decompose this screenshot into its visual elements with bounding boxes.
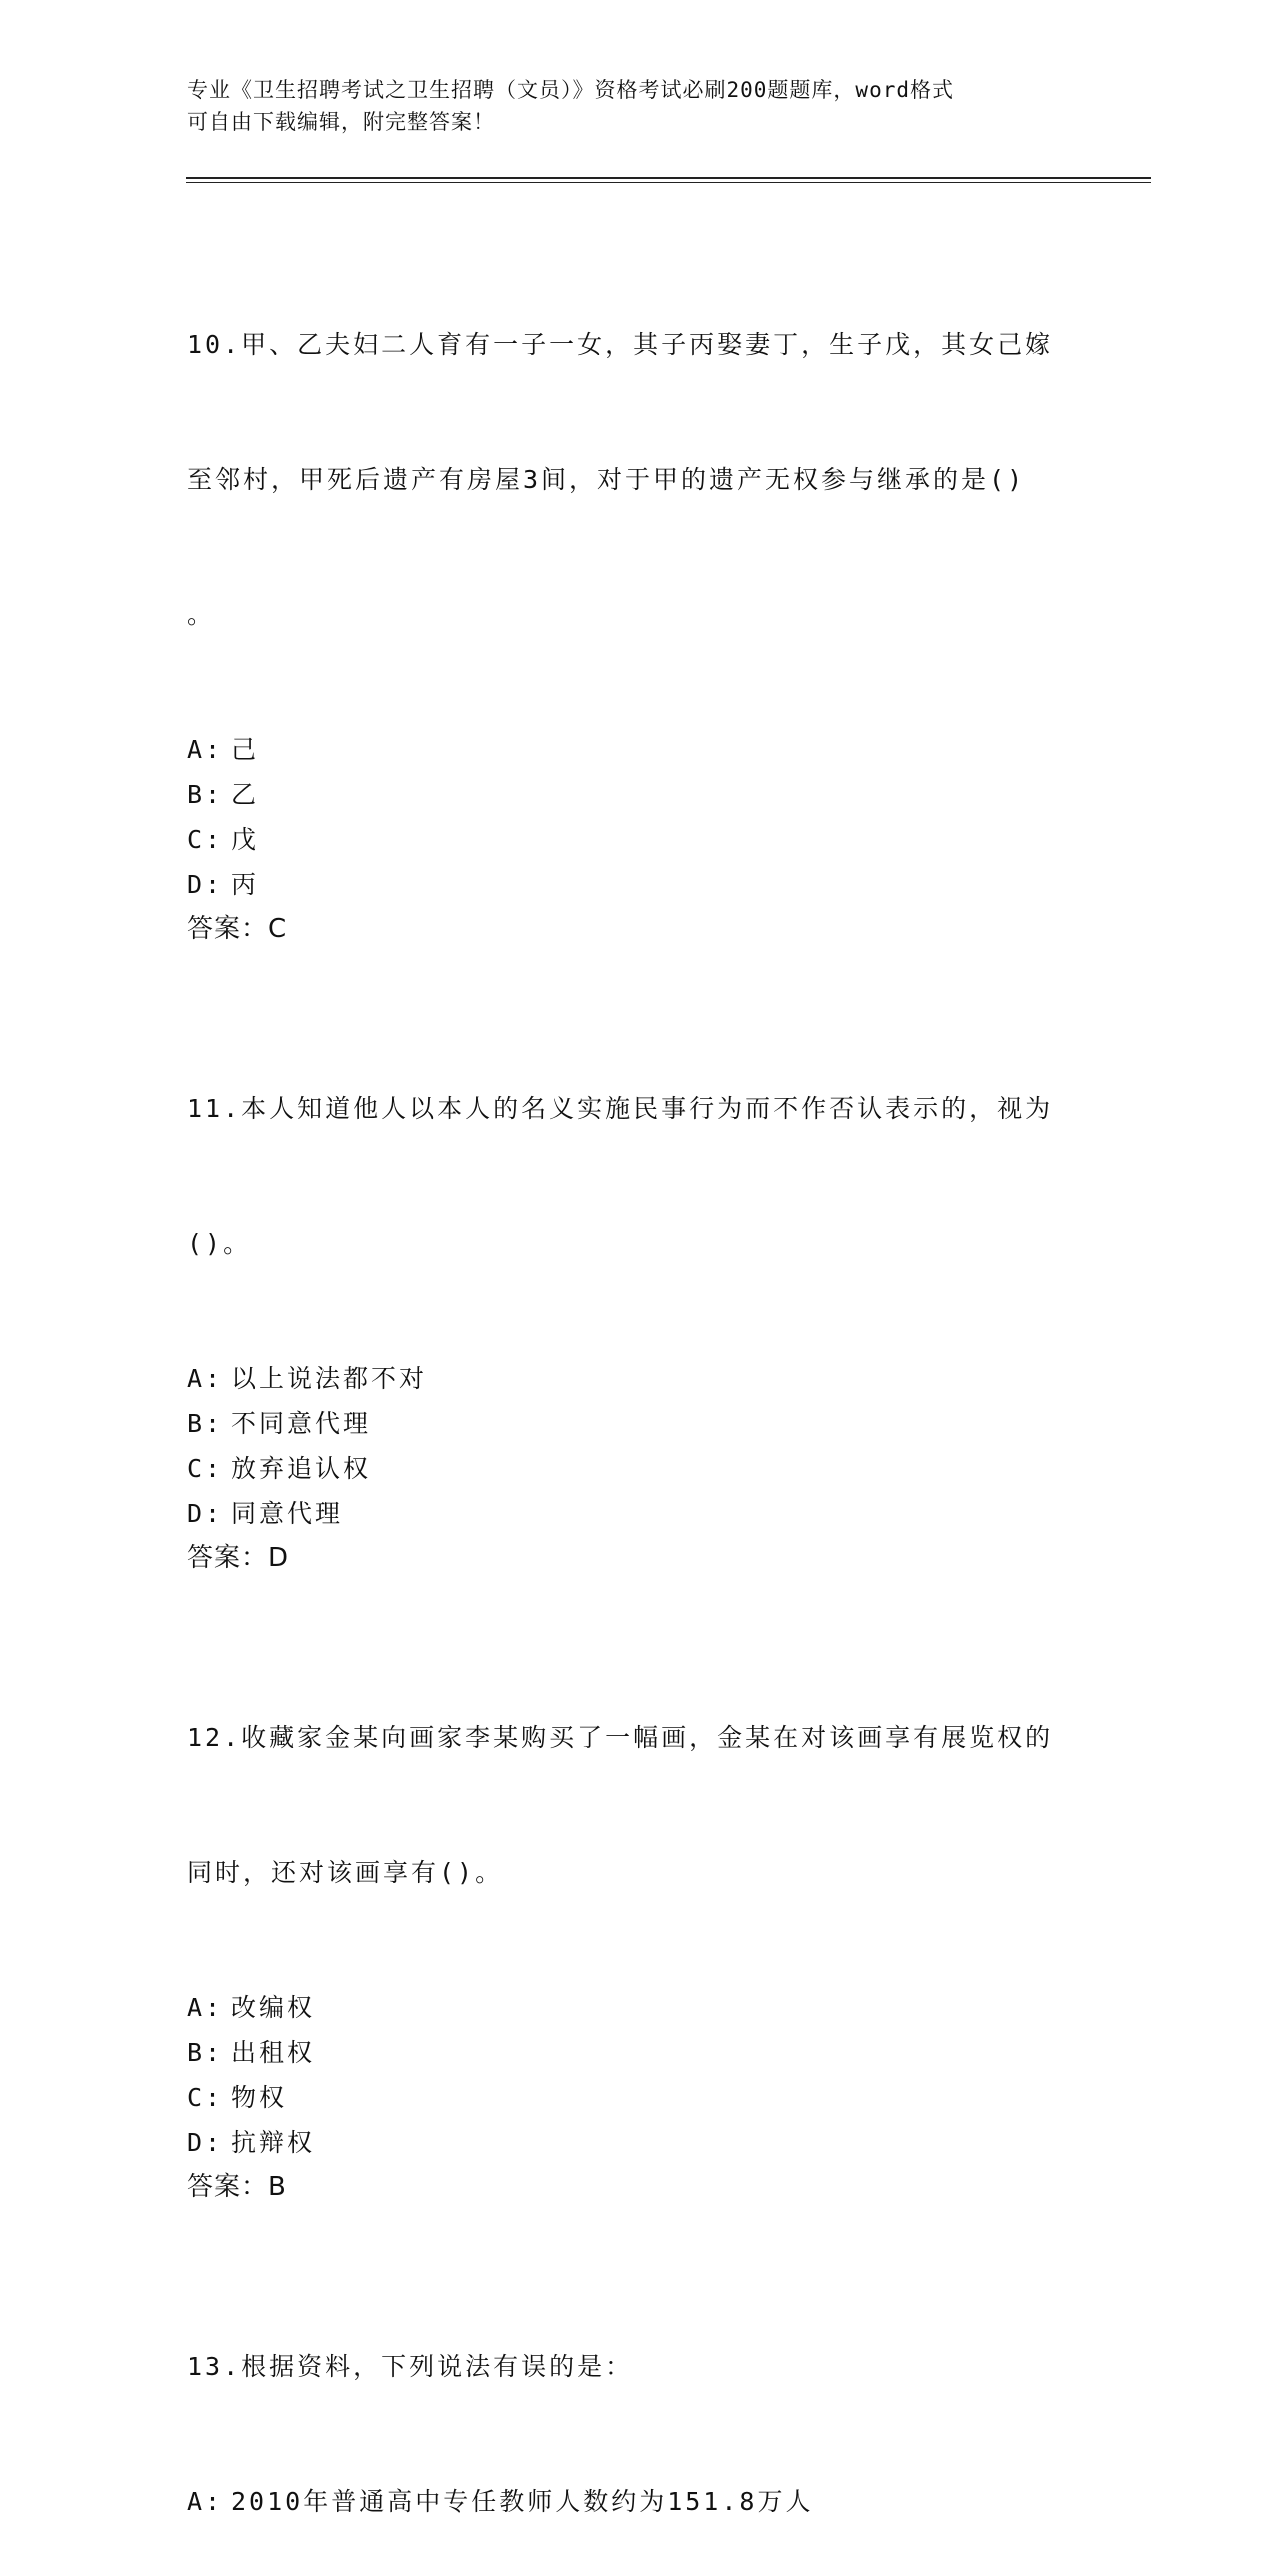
option-text: 改编权 (231, 1993, 316, 2022)
stem-line: 。 (187, 600, 216, 629)
option-d (187, 2120, 1087, 2165)
question-13 (187, 2254, 1087, 2524)
option-a (187, 2479, 1087, 2524)
header-line-2: 可自由下载编辑，附完整答案！ (187, 110, 495, 134)
option-c (187, 2075, 1087, 2120)
question-stem (187, 996, 1087, 1356)
option-text: 2010年普通高中专任教师人数约为151.8万人 (231, 2487, 814, 2516)
answer-line: 答案：D (187, 1543, 290, 1573)
document-header (187, 74, 1087, 138)
stem-line: 12.收藏家金某向画家李某购买了一幅画，金某在对该画享有展览权的 (187, 1723, 1054, 1752)
option-letter: A: (187, 1364, 224, 1393)
option-text: 抗辩权 (231, 2128, 316, 2157)
option-text: 不同意代理 (231, 1409, 372, 1438)
question-11 (187, 996, 1087, 1581)
option-letter: A: (187, 1993, 224, 2022)
stem-line: 至邻村，甲死后遗产有房屋3间，对于甲的遗产无权参与继承的是() (187, 465, 1026, 494)
option-text: 乙 (231, 780, 260, 809)
answer-line: 答案：B (187, 2172, 287, 2202)
option-letter: B: (187, 2038, 224, 2067)
option-letter: D: (187, 870, 224, 899)
option-letter: C: (187, 825, 224, 854)
stem-line: 11.本人知道他人以本人的名义实施民事行为而不作否认表示的，视为 (187, 1094, 1054, 1123)
stem-line: 10.甲、乙夫妇二人育有一子一女，其子丙娶妻丁，生子戊，其女己嫁 (187, 330, 1054, 359)
option-letter: D: (187, 2128, 224, 2157)
option-a (187, 727, 1087, 772)
question-10 (187, 232, 1087, 952)
option-text: 物权 (231, 2083, 288, 2112)
question-list (187, 232, 1087, 2568)
answer-line: 答案：C (187, 914, 288, 944)
stem-line: ()。 (187, 1229, 252, 1258)
question-12 (187, 1625, 1087, 2210)
header-divider (186, 177, 1151, 183)
option-c (187, 1446, 1087, 1491)
option-c (187, 817, 1087, 862)
option-letter: A: (187, 2487, 224, 2516)
option-letter: B: (187, 780, 224, 809)
header-line-1: 专业《卫生招聘考试之卫生招聘（文员）》资格考试必刷200题题库，word格式 (187, 78, 954, 102)
option-letter: C: (187, 2083, 224, 2112)
option-b (187, 772, 1087, 817)
option-d (187, 862, 1087, 907)
option-a (187, 1356, 1087, 1401)
question-stem (187, 1625, 1087, 1985)
option-a (187, 1985, 1087, 2030)
option-letter: A: (187, 735, 224, 764)
option-text: 出租权 (231, 2038, 316, 2067)
option-text: 戊 (231, 825, 260, 854)
option-text: 己 (231, 735, 260, 764)
option-letter: D: (187, 1499, 224, 1528)
option-letter: B: (187, 1409, 224, 1438)
stem-line: 13.根据资料，下列说法有误的是： (187, 2352, 634, 2381)
option-text: 以上说法都不对 (231, 1364, 428, 1393)
question-stem (187, 2254, 1087, 2479)
option-text: 丙 (231, 870, 260, 899)
option-letter: C: (187, 1454, 224, 1483)
option-d (187, 1491, 1087, 1536)
stem-line: 同时，还对该画享有()。 (187, 1858, 504, 1887)
option-b (187, 2030, 1087, 2075)
option-text: 同意代理 (231, 1499, 344, 1528)
option-text: 放弃追认权 (231, 1454, 372, 1483)
question-stem (187, 232, 1087, 727)
option-b (187, 1401, 1087, 1446)
